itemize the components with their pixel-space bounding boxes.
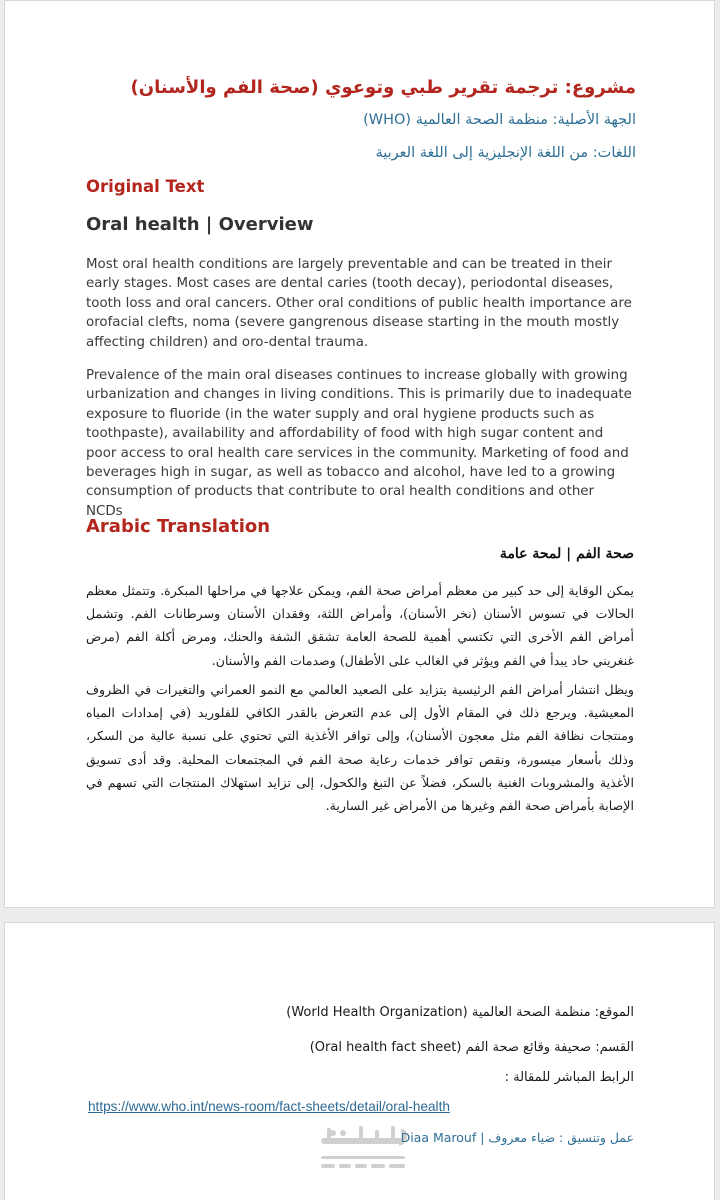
arabic-translation-heading: Arabic Translation — [86, 516, 271, 537]
languages-line: اللغات: من اللغة الإنجليزية إلى اللغة العربية — [375, 145, 636, 161]
article-link[interactable]: https://www.who.int/news-room/fact-sheets/detail/oral-health — [88, 1099, 450, 1114]
arabic-paragraph-1: يمكن الوقاية إلى حد كبير من معظم أمراض صحة الفم، ويمكن علاجها في مراحلها المبكرة. وتتمثل معظم الحالات في تسوس الأسنان (نخر الأسنان)، وأمراض اللثة، وفقدان الأسنان وسرطانات الفم. وتشمل أمراض الفم الأخرى التي تكتسي أهمية للصحة العامة تشقق الشفة والحنك، ومرض أكلة الفم (مرض غنغريني حاد يبدأ في الفم ويؤثر في الغالب على الأطفال) وصدمات الفم والأسنان. — [86, 583, 634, 668]
credit-line: عمل وتنسيق : ضياء معروف | Diaa Marouf — [400, 1130, 634, 1145]
original-paragraph-1: Most oral health conditions are largely preventable and can be treated in their early stages. Most cases are dental caries (tooth decay), periodontal diseases, tooth loss and oral cancers. Other oral conditions of public health importance are orofacial clefts, noma (severe gangrenous disease starting in the mouth mostly affecting children) and oro-dental trauma. — [86, 257, 632, 350]
arabic-title: صحة الفم | لمحة عامة — [499, 546, 634, 562]
original-text-heading: Original Text — [86, 177, 205, 196]
source-section-line: القسم: صحيفة وقائع صحة الفم (Oral health fact sheet) — [309, 1040, 634, 1055]
direct-link-label: الرابط المباشر للمقالة : — [504, 1070, 634, 1085]
document-header — [76, 76, 636, 163]
source-site-line: الموقع: منظمة الصحة العالمية (World Health Organization) — [286, 1005, 634, 1020]
original-title: Oral health | Overview — [86, 214, 314, 235]
mostaql-watermark-logo — [313, 1124, 413, 1176]
project-title: مشروع: ترجمة تقرير طبي وتوعوي (صحة الفم والأسنان) — [130, 77, 636, 98]
source-organization: الجهة الأصلية: منظمة الصحة العالمية (WHO) — [363, 112, 636, 128]
original-paragraph-2: Prevalence of the main oral diseases continues to increase globally with growing urbanization and changes in living conditions. This is primarily due to inadequate exposure to fluoride (in the water supply and oral hygiene products such as toothpaste), availability and affordability of food with high sugar content and poor access to oral health care services in the community. Marketing of food and beverages high in sugar, as well as tobacco and alcohol, have led to a growing consumption of products that contribute to oral health conditions and other NCDs — [86, 368, 632, 519]
arabic-paragraph-2: ويظل انتشار أمراض الفم الرئيسية يتزايد على الصعيد العالمي مع النمو العمراني والتغيرات في الظروف المعيشية. ويرجع ذلك في المقام الأول إلى عدم التعرض بالقدر الكافي للفلوريد (في إمدادات المياه ومنتجات نظافة الفم مثل معجون الأسنان)، وإلى توافر الأغذية التي تحتوي على نسبة عالية من السكر، وذلك بأسعار ميسورة، ونقص توافر خدمات رعاية صحة الفم في المجتمعات المحلية. وقد أدى تسويق الأغذية والمشروبات الغنية بالسكر، فضلاً عن التبغ والكحول، إلى تزايد استهلاك المنتجات التي تسهم في الإصابة بأمراض صحة الفم وغيرها من الأمراض غير السارية. — [86, 682, 635, 814]
